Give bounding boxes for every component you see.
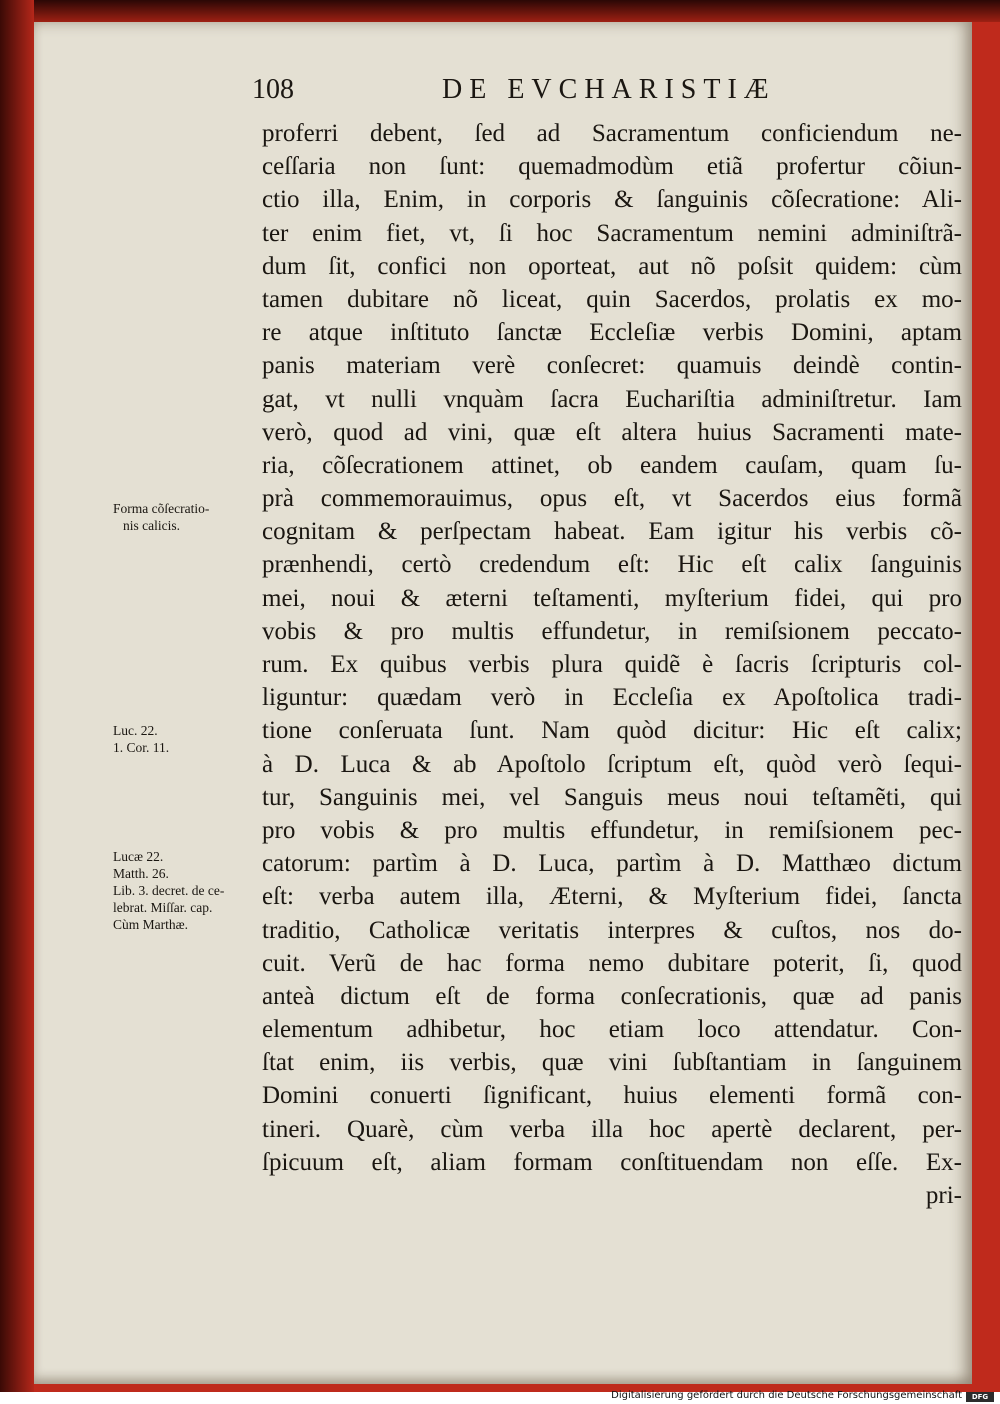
text-line: elementum adhibetur, hoc etiam loco attendatur. Con-	[262, 1016, 962, 1044]
running-head	[252, 74, 962, 108]
running-title: DE EVCHARISTIÆ	[442, 74, 776, 105]
text-line: anteà dictum eſt de forma conſecrationis, quæ ad panis	[262, 982, 962, 1010]
text-line: catorum: partìm à D. Luca, partìm à D. Matthæo dictum	[262, 850, 962, 878]
margin-note-line: lebrat. Miſſar. cap.	[113, 900, 213, 915]
text-line: ctio illa, Enim, in corporis & ſanguinis cõſecratione: Ali-	[262, 186, 962, 214]
margin-note-luc	[113, 722, 169, 756]
margin-note-line: Luc. 22.	[113, 723, 158, 738]
margin-note-lucae	[113, 848, 224, 933]
scan-top-edge	[0, 0, 1000, 22]
text-line: à D. Luca & ab Apoſtolo ſcriptum eſt, quòd verò ſequi-	[262, 750, 962, 778]
margin-note-line: Matth. 26.	[113, 866, 169, 881]
text-line: pri-	[925, 1182, 962, 1209]
text-line: verò, quod ad vini, quæ eſt altera huius Sacramenti mate-	[262, 418, 962, 446]
text-line: ter enim fiet, vt, ſi hoc Sacramentum nemini adminiſtrã-	[262, 219, 962, 247]
text-line: tione conſeruata ſunt. Nam quòd dicitur: Hic eſt calix;	[262, 717, 962, 745]
text-line: traditio, Catholicæ veritatis interpres & cuſtos, nos do-	[262, 916, 962, 944]
text-line: cognitam & perſpectam habeat. Eam igitur his verbis cõ-	[262, 518, 962, 546]
text-line: ria, cõſecrationem attinet, ob eandem cauſam, quam ſu-	[262, 451, 962, 479]
text-line: re atque inſtituto ſanctæ Eccleſiæ verbis Domini, aptam	[262, 319, 962, 347]
margin-note-line: Lucæ 22.	[113, 849, 164, 864]
text-line: gat, vt nulli vnquàm ſacra Euchariſtia adminiſtretur. Iam	[262, 385, 962, 413]
text-line: tineri. Quarè, cùm verba illa hoc apertè declarent, per-	[262, 1115, 962, 1143]
text-line: tur, Sanguinis mei, vel Sanguis meus noui teſtamẽti, qui	[262, 783, 962, 811]
margin-note-line: 1. Cor. 11.	[113, 740, 170, 755]
body-text	[262, 117, 962, 1212]
text-line: ceſſaria non ſunt: quemadmodùm etiã profertur cõiun-	[262, 153, 962, 181]
digitization-credit: Digitalisierung gefördert durch die Deutsche Forschungsgemeinschaft	[611, 1390, 962, 1401]
dfg-logo: DFG	[966, 1392, 994, 1402]
text-line: prænhendi, certò credendum eſt: Hic eſt calix ſanguinis	[262, 551, 962, 579]
margin-note-line: Forma cõſecratio-	[113, 501, 210, 516]
text-line: ſpicuum eſt, aliam formam conſtituendam non eſſe. Ex-	[262, 1148, 962, 1176]
page-number: 108	[252, 74, 294, 105]
text-line: Domini conuerti ſignificant, huius elementi formã con-	[262, 1082, 962, 1110]
text-line: vobis & pro multis effundetur, in remiſsionem peccato-	[262, 617, 962, 645]
margin-note-forma	[113, 500, 209, 534]
text-line: eſt: verba autem illa, Æterni, & Myſterium fidei, ſancta	[262, 883, 962, 911]
margin-note-line: Cùm Marthæ.	[113, 917, 189, 932]
margin-note-line: Lib. 3. decret. de ce-	[113, 883, 225, 898]
text-line: ſtat enim, iis verbis, quæ vini ſubſtantiam in ſanguinem	[262, 1049, 962, 1077]
text-line: dum ſit, confici non oporteat, aut nõ poſsit quidem: cùm	[262, 252, 962, 280]
text-line: prà commemorauimus, opus eſt, vt Sacerdos eius formã	[262, 485, 962, 513]
text-line: mei, noui & æterni teſtamenti, myſterium fidei, qui pro	[262, 584, 962, 612]
scan-left-edge	[0, 0, 34, 1392]
text-line: cuit. Verũ de hac forma nemo dubitare poterit, ſi, quod	[262, 949, 962, 977]
margin-note-line: nis calicis.	[123, 518, 180, 533]
text-line: proferri debent, ſed ad Sacramentum conficiendum ne-	[262, 120, 962, 147]
text-line: panis materiam verè conſecret: quamuis deindè contin-	[262, 352, 962, 380]
text-line: rum. Ex quibus verbis plura quidẽ è ſacris ſcripturis col-	[262, 651, 962, 678]
text-line: liguntur: quædam verò in Eccleſia ex Apoſtolica tradi-	[262, 684, 962, 712]
text-line: tamen dubitare nõ liceat, quin Sacerdos, prolatis ex mo-	[262, 285, 962, 313]
text-line: pro vobis & pro multis effundetur, in remiſsionem pec-	[262, 816, 962, 844]
